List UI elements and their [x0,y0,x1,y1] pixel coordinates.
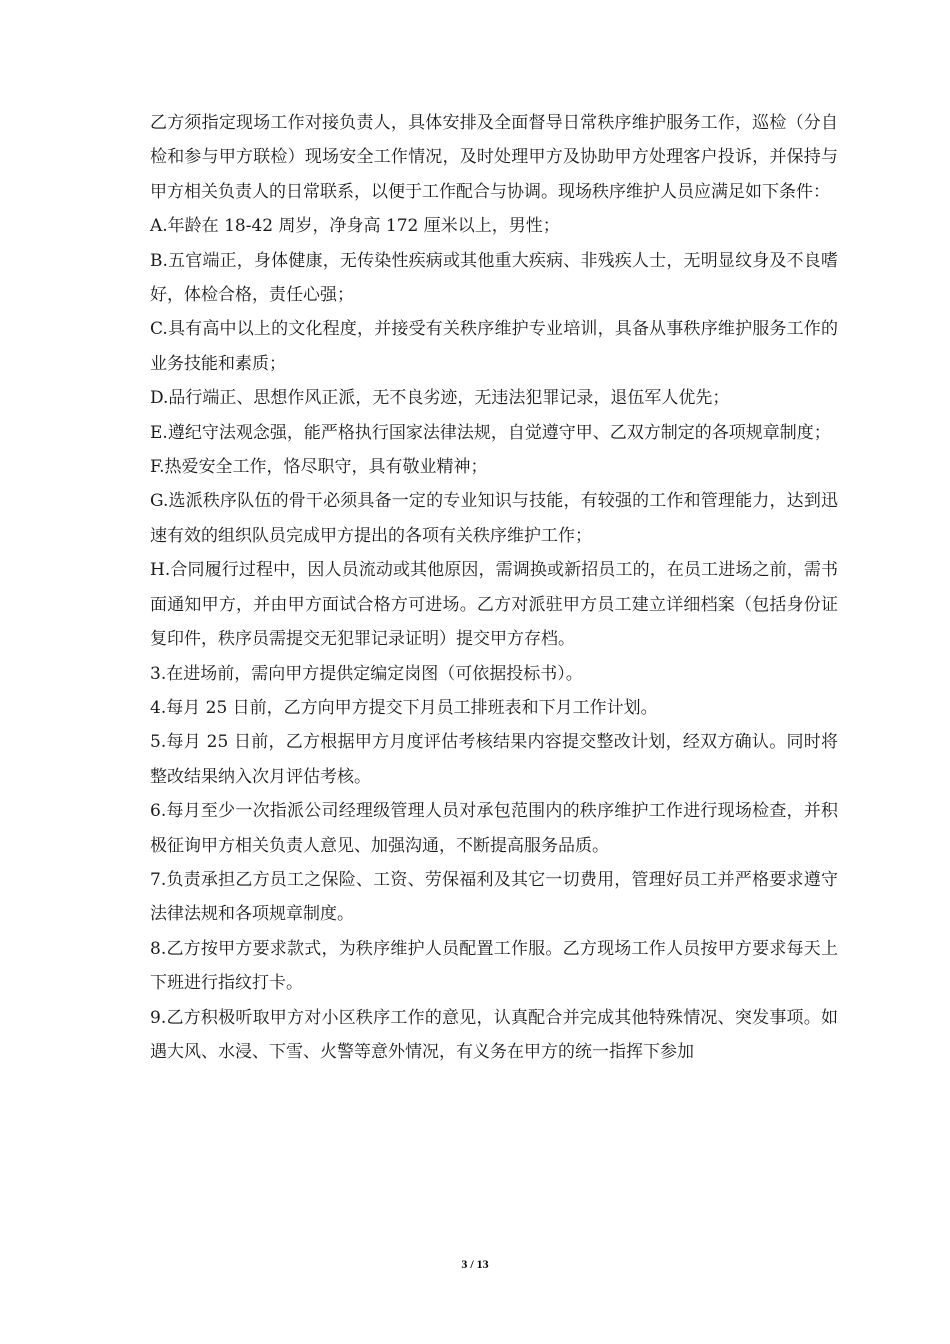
page-number: 3 / 13 [461,1257,489,1271]
paragraph-item-4: 4.每月 25 日前，乙方向甲方提交下月员工排班表和下月工作计划。 [150,697,658,718]
paragraph-item-5: 5.每月 25 日前，乙方根据甲方月度评估考核结果内容提交整改计划，经双方确认。同时将整改结果纳入次月评估考核。 [150,732,838,787]
paragraph-condition-a: A.年龄在 18-42 周岁，净身高 172 厘米以上，男性； [150,216,560,237]
paragraph-item-8: 8.乙方按甲方要求款式，为秩序维护人员配置工作服。乙方现场工作人员按甲方要求每天上下班进行指纹打卡。 [150,938,838,994]
paragraph-condition-h: H.合同履行过程中，因人员流动或其他原因，需调换或新招员工的，在员工进场之前，需书面通知甲方，并由甲方面试合格方可进场。乙方对派驻甲方员工建立详细档案（包括身份证复印件，秩序员需提交无犯罪记录证明）提交甲方存档。 [150,560,838,650]
paragraph-item-3: 3.在进场前，需向甲方提供定编定岗图（可依据投标书）。 [150,663,583,684]
paragraph-item-7: 7.负责承担乙方员工之保险、工资、劳保福利及其它一切费用，管理好员工并严格要求遵守法律法规和各项规章制度。 [150,869,838,925]
paragraph-intro: 乙方须指定现场工作对接负责人，具体安排及全面督导日常秩序维护服务工作，巡检（分自检和参与甲方联检）现场安全工作情况，及时处理甲方及协助甲方处理客户投诉，并保持与甲方相关负责人的日常联系，以便于工作配合与协调。现场秩序维护人员应满足如下条件： [150,113,838,202]
document-body [150,106,838,1069]
paragraph-item-9: 9.乙方积极听取甲方对小区秩序工作的意见，认真配合并完成其他特殊情况、突发事项。如遇大风、水浸、下雪、火警等意外情况，有义务在甲方的统一指挥下参加 [150,1007,838,1062]
paragraph-item-6: 6.每月至少一次指派公司经理级管理人员对承包范围内的秩序维护工作进行现场检查，并积极征询甲方相关负责人意见、加强沟通，不断提高服务品质。 [150,801,838,856]
paragraph-condition-b: B.五官端正，身体健康，无传染性疾病或其他重大疾病、非残疾人士，无明显纹身及不良嗜好，体检合格，责任心强； [150,250,838,306]
paragraph-condition-g: G.选派秩序队伍的骨干必须具备一定的专业知识与技能，有较强的工作和管理能力，达到迅速有效的组织队员完成甲方提出的各项有关秩序维护工作； [150,491,838,546]
paragraph-condition-f: F.热爱安全工作，恪尽职守，具有敬业精神； [150,457,488,478]
paragraph-condition-e: E.遵纪守法观念强，能严格执行国家法律法规，自觉遵守甲、乙双方制定的各项规章制度； [150,422,831,443]
paragraph-condition-c: C.具有高中以上的文化程度，并接受有关秩序维护专业培训，具备从事秩序维护服务工作的业务技能和素质； [150,319,838,374]
paragraph-condition-d: D.品行端正、思想作风正派，无不良劣迹，无违法犯罪记录，退伍军人优先； [150,388,730,409]
